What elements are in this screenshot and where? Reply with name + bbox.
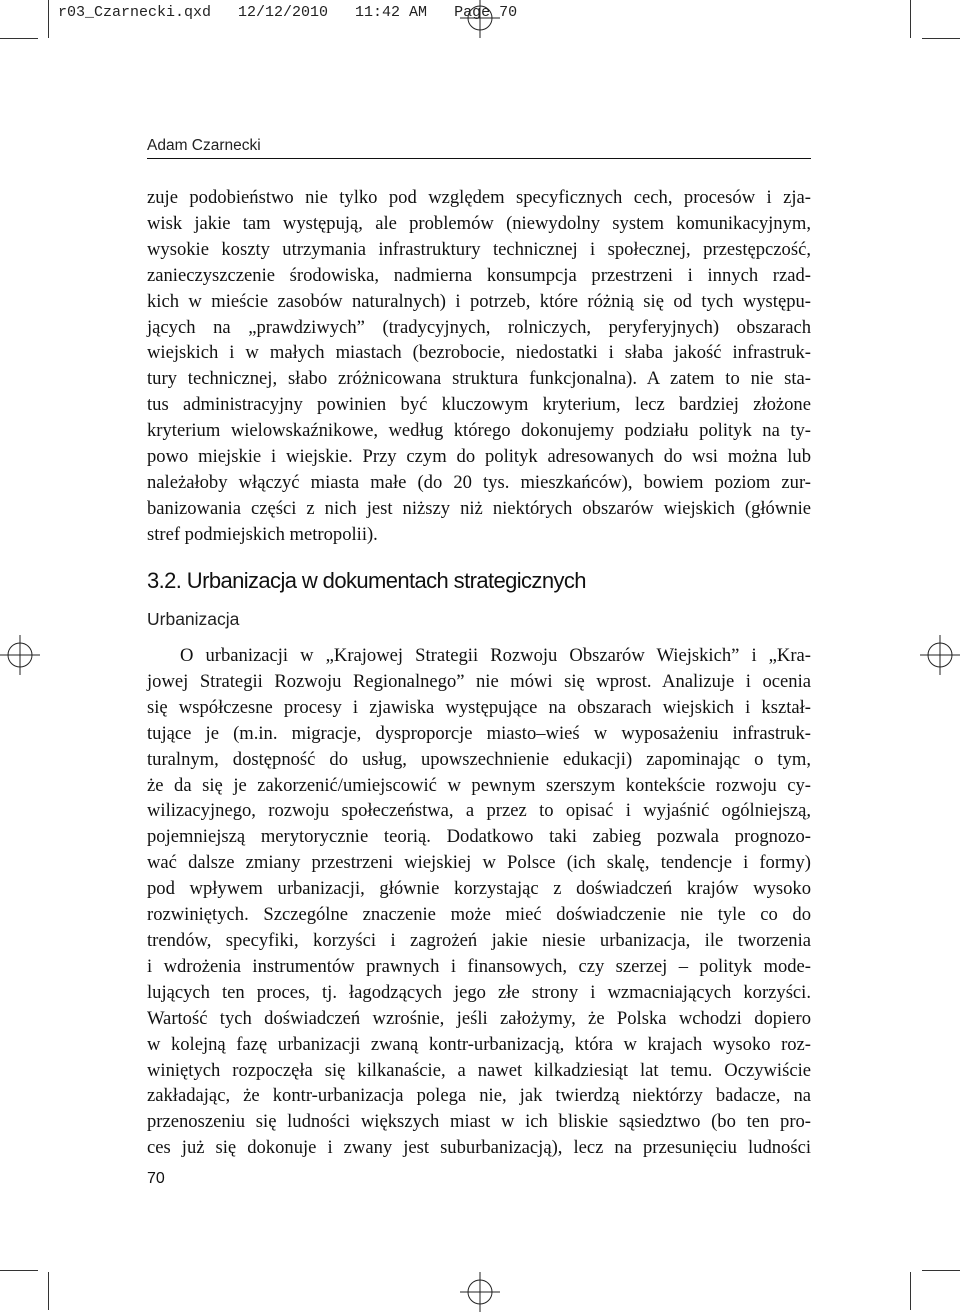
text-line: powo miejskie i wiejskie. Przy czym do polityk adresowanych do wsi można lub [147, 446, 811, 468]
text-line: kich w mieście zasobów naturalnych) i potrzeb, które różnią się od tych występu- [147, 290, 811, 312]
crop-mark-top-left-h [0, 38, 38, 39]
text-line: O urbanizacji w „Krajowej Strategii Rozwoju Obszarów Wiejskich” i „Kra- [180, 645, 811, 666]
header-rule [147, 158, 811, 159]
text-line: zuje podobieństwo nie tylko pod względem specyficznych cech, procesów i zja- [147, 187, 811, 208]
text-line: tus administracyjny powinien być kluczowym kryterium, lecz bardziej złożone [147, 394, 811, 416]
text-line: w kolejną fazę urbanizacji zwaną kontr-urbanizacją, która w krajach wysoko roz- [147, 1033, 811, 1055]
crop-mark-top-right [910, 0, 911, 38]
text-line: ces już się dokonuje i zwany jest suburbanizacją), lecz na przesunięciu ludności [147, 1137, 811, 1159]
crop-mark-top-right-h [922, 38, 960, 39]
crop-mark-bottom-left-h [0, 1270, 38, 1271]
text-line: wilizacyjnego, rozwoju społeczeństwa, a przez to opisać i wyjaśnić ogólniejszą, [147, 800, 811, 822]
text-line: tujące je (m.in. migracje, dysproporcje miasto–wieś w wyposażeniu infrastruk- [147, 722, 811, 744]
text-line: jowej Strategii Rozwoju Regionalnego” nie mówi się wprost. Analizuje i ocenia [147, 670, 811, 692]
text-line: turalnym, dostępność do usług, upowszechnienie edukacji) zapominając o tym, [147, 748, 811, 770]
text-line: i wdrożenia instrumentów prawnych i finansowych, czy szerzej – polityk mode- [147, 955, 811, 977]
running-head-author: Adam Czarnecki [147, 137, 261, 154]
crop-mark-bottom-right [910, 1272, 911, 1310]
text-line: banizowania części z nich jest niższy niż niektórych obszarów wiejskich (głównie [147, 497, 811, 519]
text-line: przenoszeniu się ludności większych miast w ich bliskie sąsiedztwo (bo ten pro- [147, 1111, 811, 1133]
registration-mark-left-icon [0, 635, 40, 675]
registration-mark-top-icon [460, 0, 500, 38]
paragraph-1 [147, 185, 811, 548]
text-line: że da się je zakorzenić/umiejscowić w pewnym szerszym kontekście rozwoju cy- [147, 774, 811, 796]
crop-mark-top-left [48, 0, 49, 38]
section-subtitle: Urbanizacja [147, 609, 240, 629]
text-line: lujących ten proces, tj. łagodzących jego złe strony i wzmacniających korzyści. [147, 981, 811, 1003]
text-line: wać dalsze zmiany przestrzeni wiejskiej w Polsce (ich skalę, tendencje i formy) [147, 852, 811, 874]
text-line: Wartość tych doświadczeń wzrośnie, jeśli założymy, że Polska wchodzi dopiero [147, 1007, 811, 1029]
text-line: zakładając, że kontr-urbanizacja polega nie, jak twierdzą niektórzy badacze, na [147, 1085, 811, 1107]
text-line: rozwiniętych. Szczególne znaczenie może mieć doświadczenie nie tyle co do [147, 904, 811, 926]
text-line: się współczesne procesy i zjawiska występujące na obszarach wiejskich i kształ- [147, 696, 811, 718]
text-line: pod wpływem urbanizacji, głównie korzystając z doświadczeń krajów wysoko [147, 878, 811, 900]
crop-mark-bottom-right-h [922, 1270, 960, 1271]
crop-mark-bottom-left [48, 1272, 49, 1310]
printer-slug: r03_Czarnecki.qxd 12/12/2010 11:42 AM Page 70 [58, 4, 518, 21]
paragraph-2 [147, 643, 811, 1161]
text-line: stref podmiejskich metropolii). [147, 523, 378, 545]
text-line: należałoby włączyć miasta małe (do 20 tys. mieszkańców), bowiem poziom zur- [147, 471, 811, 493]
text-line: wysokie koszty utrzymania infrastruktury technicznej i społecznej, przestępczość, [147, 238, 811, 260]
text-line: jących na „prawdziwych” (tradycyjnych, rolniczych, peryferyjnych) obszarach [147, 316, 811, 338]
registration-mark-right-icon [920, 635, 960, 675]
text-line: wiejskich i w małych miastach (bezrobocie, niedostatki i słaba jakość infrastruk- [147, 342, 811, 364]
text-line: winiętych rozpoczęła się kilkanaście, a nawet kilkadziesiąt lat temu. Oczywiście [147, 1059, 811, 1081]
text-line: kryterium wielowskaźnikowe, według którego dokonujemy podziału polityk na ty- [147, 420, 811, 442]
text-line: pojemniejszą merytorycznie teorią. Dodatkowo taki zabieg pozwala prognozo- [147, 826, 811, 848]
section-title: 3.2. Urbanizacja w dokumentach strategicznych [147, 568, 586, 593]
registration-mark-bottom-icon [460, 1272, 500, 1312]
text-line: trendów, specyfiki, korzyści i zagrożeń jakie niesie urbanizacja, ile tworzenia [147, 929, 811, 951]
page-number: 70 [147, 1170, 165, 1187]
text-line: wisk jakie tam występują, ale problemów (niewydolny system komunikacyjnym, [147, 212, 811, 234]
text-line: tury technicznej, słabo zróżnicowana struktura funkcjonalna). A zatem to nie sta- [147, 368, 811, 390]
text-line: zanieczyszczenie środowiska, nadmierna konsumpcja przestrzeni i innych rzad- [147, 264, 811, 286]
